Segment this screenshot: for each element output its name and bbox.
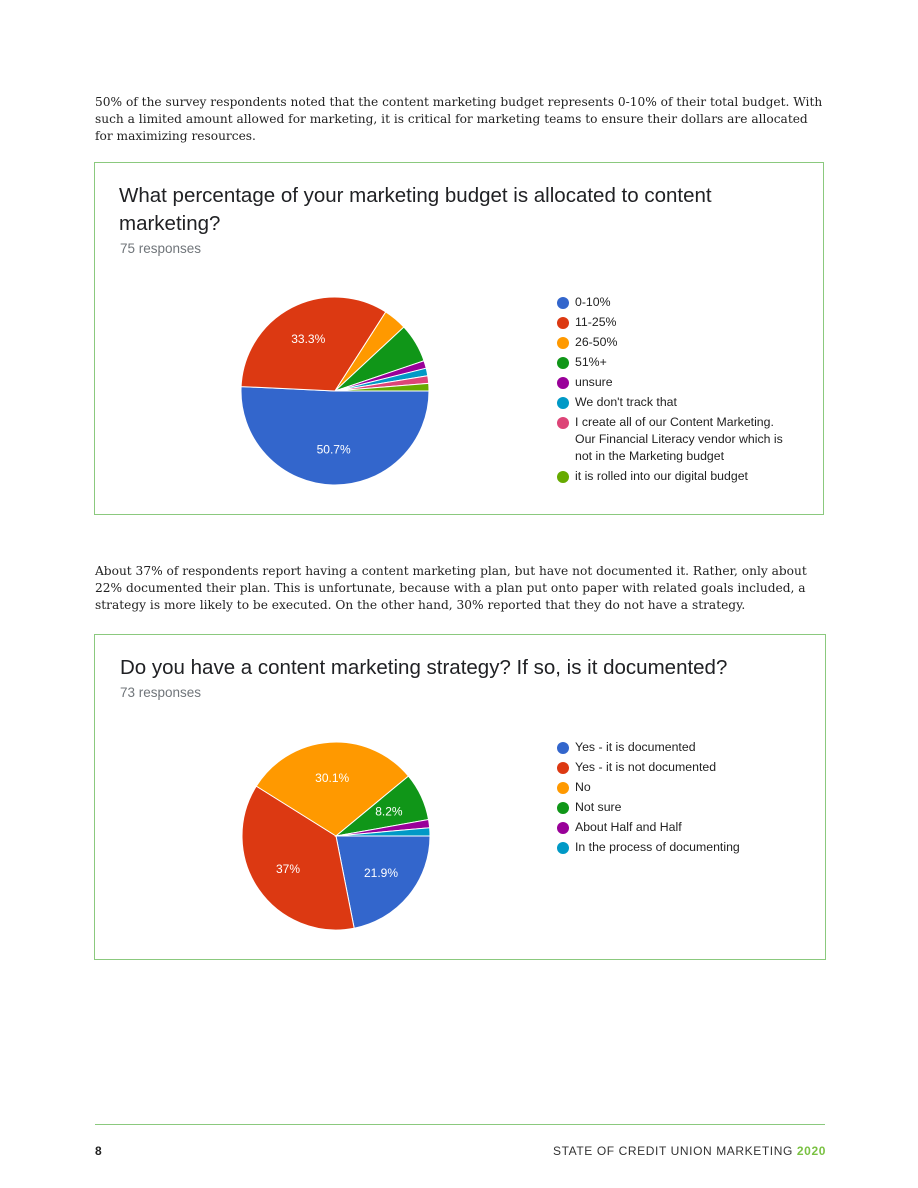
legend-swatch [557,822,569,834]
slice-label-2: 33.3% [291,332,326,347]
legend-label: 11-25% [575,315,617,329]
legend-item [557,819,797,836]
legend-swatch [557,297,569,309]
legend-label: No [575,780,591,794]
footer-year: 2020 [796,1144,826,1158]
slice-label-1: 21.9% [364,866,399,881]
legend-item [557,799,797,816]
chart-legend [557,739,797,859]
legend-swatch [557,782,569,794]
legend-swatch [557,397,569,409]
legend-swatch [557,742,569,754]
legend-label: About Half and Half [575,820,682,834]
legend-swatch [557,842,569,854]
legend-label: it is rolled into our digital budget [575,469,748,483]
legend-item [557,294,797,311]
legend-label: 0-10% [575,295,611,309]
slice-label-4: 8.2% [375,804,403,819]
footer-title [553,1144,826,1158]
slice-label-3: 30.1% [315,770,350,785]
response-count: 73 responses [120,685,202,700]
chart-card-budget [94,162,824,515]
legend-label: Yes - it is not documented [575,760,717,774]
pie-slice-1 [241,387,429,485]
legend-item [557,374,797,391]
legend-label: unsure [575,375,613,389]
legend-label: I create all of our Content Marketing. Our Financial Literacy vendor which is not in the Marketing budget [575,415,783,463]
response-count: 75 responses [120,241,202,256]
footer-divider [95,1124,825,1125]
legend-item [557,414,797,465]
legend-swatch [557,357,569,369]
legend-swatch [557,317,569,329]
slice-label-2: 37% [275,862,301,877]
legend-swatch [557,337,569,349]
legend-label: We don't track that [575,395,677,409]
legend-item [557,839,797,856]
legend-item [557,394,797,411]
legend-item [557,759,797,776]
intro-paragraph-1: 50% of the survey respondents noted that the content marketing budget represents 0-10% of their total budget. With such a limited amount allowed for marketing, it is critical for marketing teams to ensure their dollars are allocated for maximizing resources. [95,95,823,143]
chart-title: What percentage of your marketing budget is allocated to content marketing? [119,184,712,235]
legend-swatch [557,802,569,814]
page-number: 8 [95,1144,102,1158]
legend-swatch [557,377,569,389]
pie-chart-budget [240,296,430,486]
legend-swatch [557,471,569,483]
legend-item [557,314,797,331]
legend-swatch [557,417,569,429]
intro-paragraph-2: About 37% of respondents report having a content marketing plan, but have not documented it. Rather, only about 22% documented their plan. This is unfortunate, because with a plan put onto paper with related goals included, a strategy is more likely to be executed. On the other hand, 30% reported that they do not have a strategy. [95,564,807,612]
legend-label: 51%+ [575,355,607,369]
legend-item [557,739,797,756]
legend-item [557,779,797,796]
legend-label: In the process of documenting [575,840,740,854]
slice-label-1: 50.7% [316,442,351,457]
legend-swatch [557,762,569,774]
legend-label: 26-50% [575,335,618,349]
legend-label: Yes - it is documented [575,740,696,754]
chart-legend [557,294,797,488]
chart-card-strategy [94,634,826,960]
footer-title-text: STATE OF CREDIT UNION MARKETING [553,1144,793,1158]
legend-item [557,334,797,351]
legend-item [557,354,797,371]
legend-label: Not sure [575,800,622,814]
legend-item [557,468,797,485]
chart-title: Do you have a content marketing strategy? If so, is it documented? [120,656,728,679]
pie-chart-strategy [241,741,431,931]
